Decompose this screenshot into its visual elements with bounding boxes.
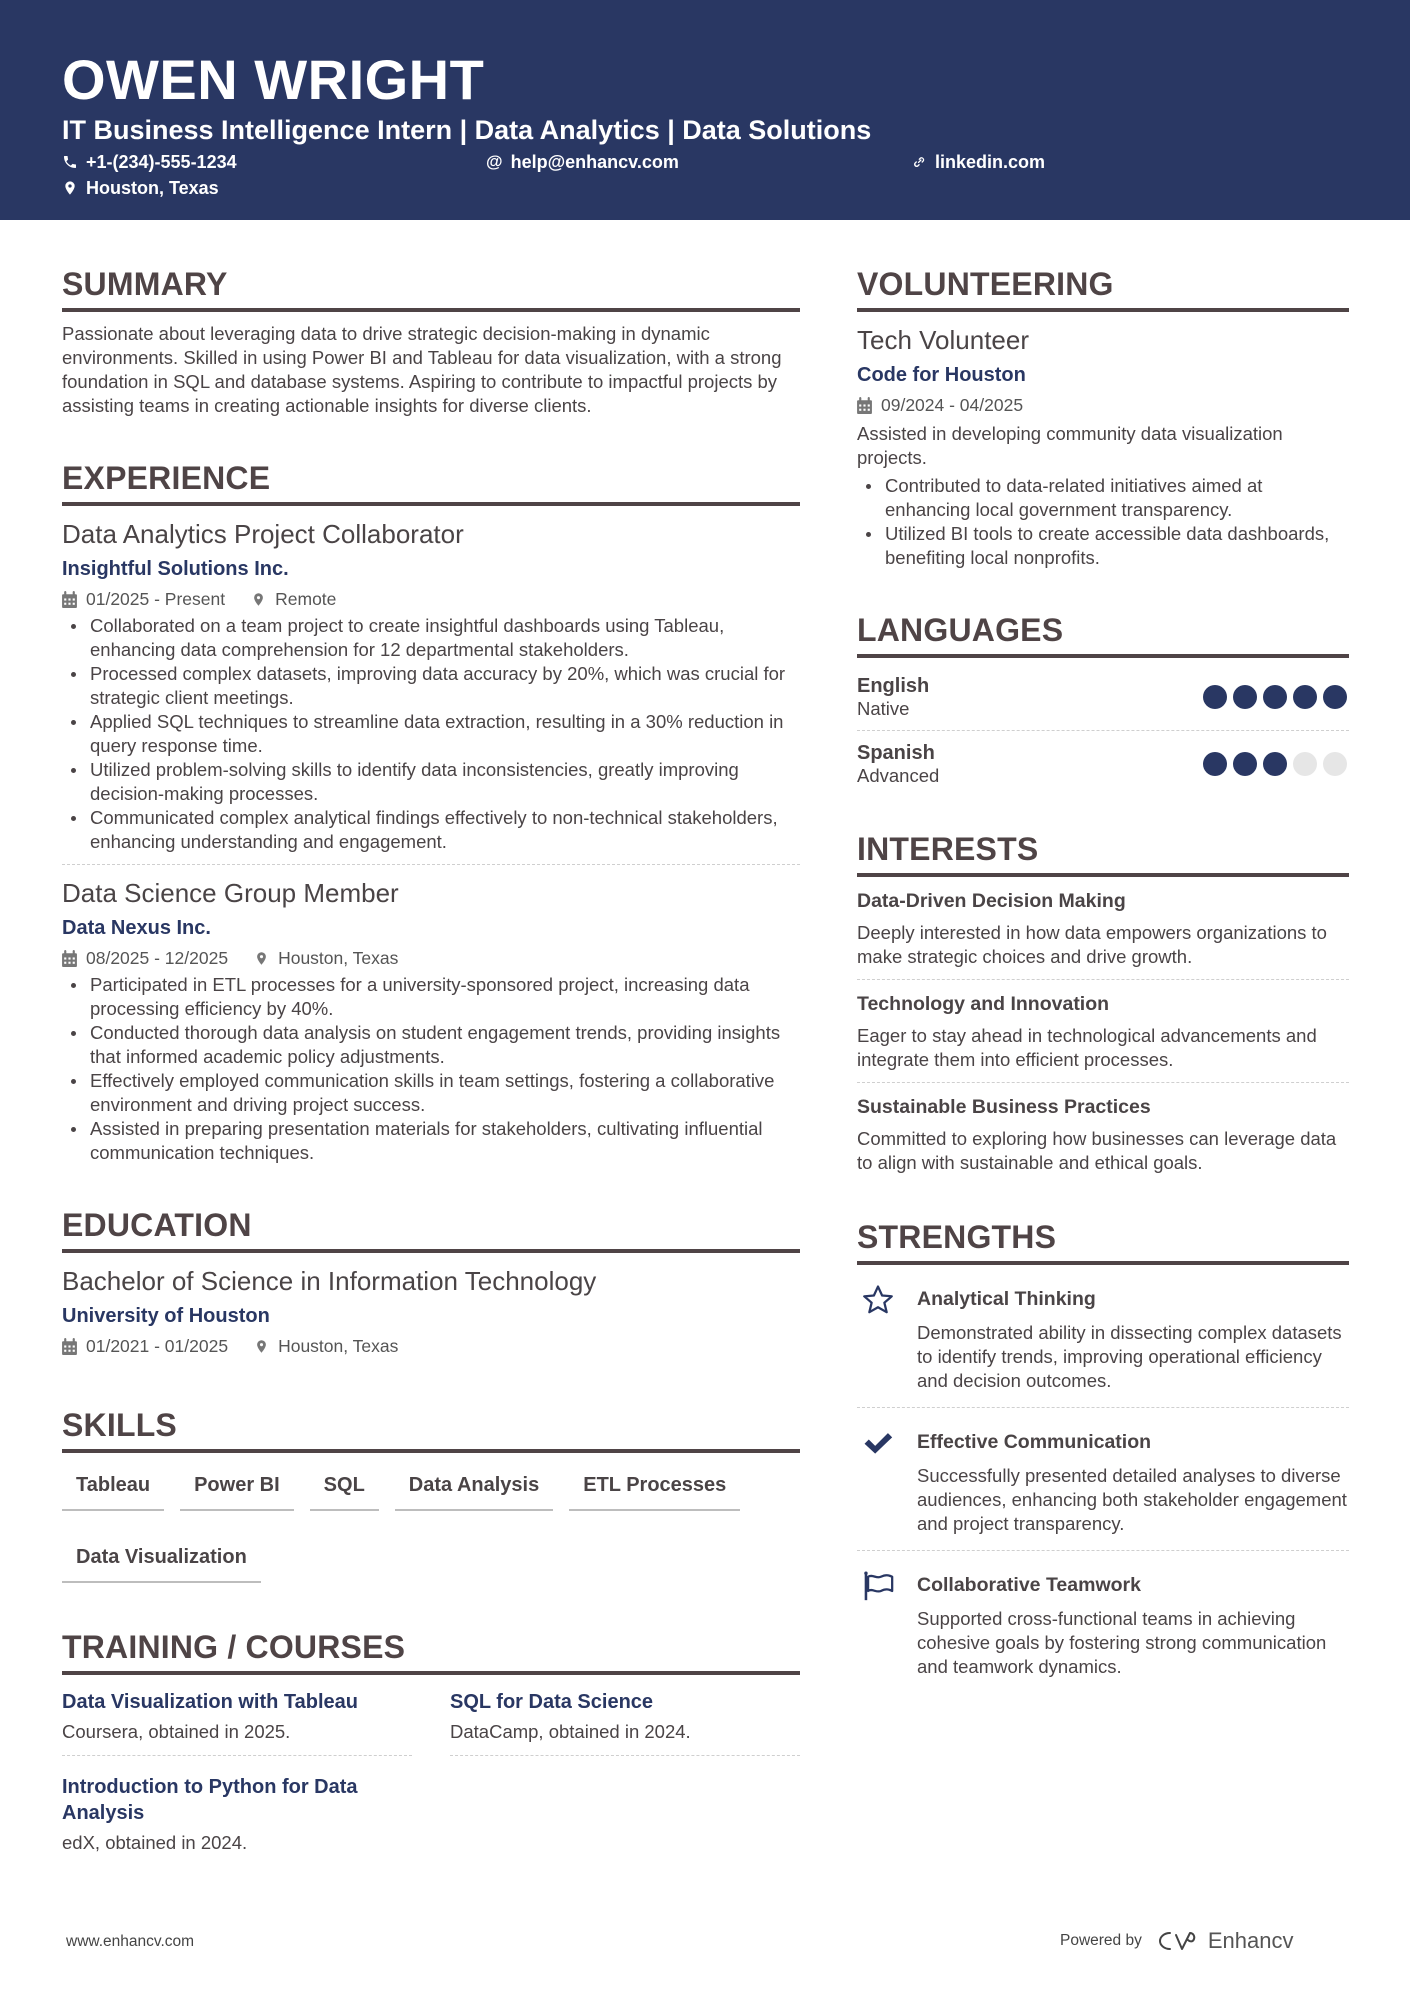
job-meta	[62, 945, 800, 971]
star-icon	[861, 1283, 895, 1317]
link-text: linkedin.com	[935, 152, 1046, 172]
bullet: Contributed to data-related initiatives aimed at enhancing local government transparency.	[857, 474, 1349, 522]
job-location: Houston, Texas	[254, 945, 398, 971]
strength-desc: Demonstrated ability in dissecting complex datasets to identify trends, improving operational efficiency and decision outcomes.	[917, 1322, 1342, 1391]
footer-branding	[1060, 1928, 1293, 1954]
dashed-divider	[857, 1082, 1349, 1083]
training-section	[62, 1625, 800, 1856]
education-meta	[62, 1333, 800, 1359]
skill-tag: Data Analysis	[395, 1463, 553, 1511]
job-bullets	[62, 973, 800, 1165]
section-title-summary: SUMMARY	[62, 266, 228, 302]
bullet: Participated in ETL processes for a university-sponsored project, increasing data processing efficiency by 40%.	[62, 973, 800, 1021]
language-rating	[1203, 752, 1347, 776]
section-divider	[62, 1249, 800, 1253]
company-name: Data Nexus Inc.	[62, 917, 211, 939]
enhancv-logo-icon	[1156, 1929, 1200, 1953]
experience-item	[62, 516, 800, 854]
right-column	[857, 262, 1349, 1717]
section-title-interests: INTERESTS	[857, 831, 1039, 867]
left-column	[62, 262, 800, 1890]
flag-icon	[861, 1569, 895, 1603]
location-pin-icon	[62, 180, 78, 196]
interest-item	[857, 887, 1349, 969]
course-source: Coursera, obtained in 2025.	[62, 1721, 291, 1742]
rating-dot-filled	[1263, 685, 1287, 709]
phone-text: +1-(234)-555-1234	[86, 152, 237, 172]
course-source: edX, obtained in 2024.	[62, 1832, 248, 1853]
rating-dot-filled	[1233, 685, 1257, 709]
phone-icon	[62, 154, 78, 170]
skill-tag: Data Visualization	[62, 1535, 261, 1583]
strength-desc: Supported cross-functional teams in achieving cohesive goals by fostering strong communication and teamwork dynamics.	[917, 1608, 1327, 1677]
link-icon	[911, 154, 927, 170]
job-dates: 01/2025 - Present	[62, 586, 225, 612]
footer-website[interactable]: www.enhancv.com	[66, 1933, 195, 1950]
language-rating	[1203, 685, 1347, 709]
email-text: help@enhancv.com	[510, 152, 679, 172]
language-name: English	[857, 675, 930, 697]
checkmark-icon	[861, 1426, 895, 1460]
volunteer-meta	[857, 392, 1349, 418]
contact-location	[62, 177, 219, 199]
calendar-icon	[62, 950, 77, 967]
contact-link[interactable]	[911, 151, 1045, 173]
resume-header	[0, 0, 1410, 220]
degree: Bachelor of Science in Information Technology	[62, 1266, 597, 1296]
bullet: Effectively employed communication skills in team settings, fostering a collaborative environment and driving project success.	[62, 1069, 800, 1117]
bullet: Utilized BI tools to create accessible data dashboards, benefiting local nonprofits.	[857, 522, 1349, 570]
language-level: Native	[857, 698, 910, 719]
interests-section	[857, 827, 1349, 1175]
rating-dot-empty	[1293, 752, 1317, 776]
rating-dot-filled	[1293, 685, 1317, 709]
rating-dot-filled	[1203, 752, 1227, 776]
language-item	[857, 735, 1349, 793]
strength-item	[857, 1561, 1349, 1683]
interest-desc: Committed to exploring how businesses can leverage data to align with sustainable and ethical goals.	[857, 1128, 1337, 1173]
company-name: Insightful Solutions Inc.	[62, 558, 289, 580]
section-title-strengths: STRENGTHS	[857, 1219, 1057, 1255]
calendar-icon	[62, 591, 77, 608]
course-name: Data Visualization with Tableau	[62, 1691, 358, 1713]
volunteer-description: Assisted in developing community data visualization projects.	[857, 423, 1283, 468]
section-divider	[62, 1671, 800, 1675]
interest-title: Technology and Innovation	[857, 993, 1110, 1015]
bullet: Utilized problem-solving skills to identify data inconsistencies, greatly improving decision-making processes.	[62, 758, 800, 806]
calendar-icon	[857, 397, 872, 414]
strength-item	[857, 1275, 1349, 1397]
course-item	[62, 1770, 412, 1856]
section-divider	[857, 873, 1349, 877]
course-item	[450, 1685, 800, 1756]
section-divider	[857, 1261, 1349, 1265]
course-name: Introduction to Python for Data Analysis	[62, 1776, 358, 1824]
languages-section	[857, 608, 1349, 793]
section-divider	[857, 308, 1349, 312]
bullet: Conducted thorough data analysis on student engagement trends, providing insights that informed academic policy adjustments.	[62, 1021, 800, 1069]
rating-dot-empty	[1323, 752, 1347, 776]
education-section	[62, 1203, 800, 1359]
bullet: Communicated complex analytical findings effectively to non-technical stakeholders, enhancing understanding and engagement.	[62, 806, 800, 854]
strength-title: Collaborative Teamwork	[917, 1574, 1141, 1596]
strengths-section	[857, 1215, 1349, 1683]
rating-dot-filled	[1323, 685, 1347, 709]
interest-desc: Eager to stay ahead in technological advancements and integrate them into efficient processes.	[857, 1025, 1317, 1070]
rating-dot-filled	[1233, 752, 1257, 776]
dashed-divider	[857, 730, 1349, 731]
language-item	[857, 668, 1349, 726]
rating-dot-filled	[1203, 685, 1227, 709]
language-name: Spanish	[857, 742, 935, 764]
volunteer-role: Tech Volunteer	[857, 325, 1030, 355]
job-location: Remote	[251, 586, 336, 612]
job-role: Data Science Group Member	[62, 878, 399, 908]
candidate-title: IT Business Intelligence Intern | Data Analytics | Data Solutions	[62, 115, 872, 145]
section-divider	[62, 308, 800, 312]
contact-email[interactable]	[486, 151, 679, 173]
section-title-skills: SKILLS	[62, 1407, 177, 1443]
section-divider	[857, 654, 1349, 658]
interest-title: Data-Driven Decision Making	[857, 890, 1126, 912]
section-title-experience: EXPERIENCE	[62, 460, 271, 496]
section-title-education: EDUCATION	[62, 1207, 252, 1243]
volunteer-bullets	[857, 474, 1349, 570]
location-text: Houston, Texas	[86, 178, 219, 198]
course-source: DataCamp, obtained in 2024.	[450, 1721, 691, 1742]
interest-desc: Deeply interested in how data empowers organizations to make strategic choices and drive growth.	[857, 922, 1327, 967]
section-title-languages: LANGUAGES	[857, 612, 1064, 648]
summary-section	[62, 262, 800, 418]
volunteer-dates: 09/2024 - 04/2025	[857, 392, 1023, 418]
education-location: Houston, Texas	[254, 1333, 398, 1359]
strength-desc: Successfully presented detailed analyses to diverse audiences, enhancing both stakeholder engagement and project transparency.	[917, 1465, 1347, 1534]
courses-grid	[62, 1685, 800, 1856]
section-title-training: TRAINING / COURSES	[62, 1629, 406, 1665]
job-dates: 08/2025 - 12/2025	[62, 945, 228, 971]
bullet: Applied SQL techniques to streamline data extraction, resulting in a 30% reduction in query response time.	[62, 710, 800, 758]
contact-phone[interactable]	[62, 151, 237, 173]
section-title-volunteering: VOLUNTEERING	[857, 266, 1114, 302]
skills-section	[62, 1403, 800, 1591]
calendar-icon	[62, 1338, 77, 1355]
school-name: University of Houston	[62, 1305, 270, 1327]
interest-item	[857, 990, 1349, 1072]
candidate-name: OWEN WRIGHT	[62, 48, 485, 111]
skill-tag: Tableau	[62, 1463, 164, 1511]
volunteering-section	[857, 262, 1349, 570]
interest-title: Sustainable Business Practices	[857, 1096, 1151, 1118]
enhancv-logo[interactable]	[1156, 1928, 1294, 1954]
skill-tag: ETL Processes	[569, 1463, 740, 1511]
location-pin-icon	[254, 1338, 269, 1355]
section-divider	[62, 502, 800, 506]
dashed-divider	[857, 979, 1349, 980]
experience-section	[62, 456, 800, 1165]
summary-text: Passionate about leveraging data to drive strategic decision-making in dynamic environments. Skilled in using Power BI and Tableau for data visualization, with a strong foundation in SQL and database systems. Aspiring to contribute to impactful projects by assisting teams in creating actionable insights for diverse clients.	[62, 323, 782, 416]
strength-item	[857, 1418, 1349, 1540]
dashed-divider	[857, 1407, 1349, 1408]
section-divider	[62, 1449, 800, 1453]
volunteer-org: Code for Houston	[857, 364, 1026, 386]
job-bullets	[62, 614, 800, 854]
skills-list	[62, 1463, 800, 1591]
bullet: Assisted in preparing presentation materials for stakeholders, cultivating influential communication techniques.	[62, 1117, 800, 1165]
course-item	[62, 1685, 412, 1756]
at-icon: @	[486, 152, 503, 171]
skill-tag: Power BI	[180, 1463, 294, 1511]
location-pin-icon	[254, 950, 269, 967]
experience-item	[62, 875, 800, 1165]
location-pin-icon	[251, 591, 266, 608]
course-name: SQL for Data Science	[450, 1691, 654, 1713]
rating-dot-filled	[1263, 752, 1287, 776]
job-meta	[62, 586, 800, 612]
bullet: Collaborated on a team project to create insightful dashboards using Tableau, enhancing data comprehension for 12 departmental stakeholders.	[62, 614, 800, 662]
strength-title: Analytical Thinking	[917, 1288, 1096, 1310]
job-role: Data Analytics Project Collaborator	[62, 519, 464, 549]
interest-item	[857, 1093, 1349, 1175]
dashed-divider	[857, 1550, 1349, 1551]
education-dates: 01/2021 - 01/2025	[62, 1333, 228, 1359]
bullet: Processed complex datasets, improving data accuracy by 20%, which was crucial for strategic client meetings.	[62, 662, 800, 710]
strength-title: Effective Communication	[917, 1431, 1152, 1453]
language-level: Advanced	[857, 765, 940, 786]
dashed-divider	[62, 864, 800, 865]
skill-tag: SQL	[310, 1463, 379, 1511]
brand-name: Enhancv	[1207, 1928, 1294, 1953]
powered-by-label: Powered by	[1060, 1932, 1142, 1949]
